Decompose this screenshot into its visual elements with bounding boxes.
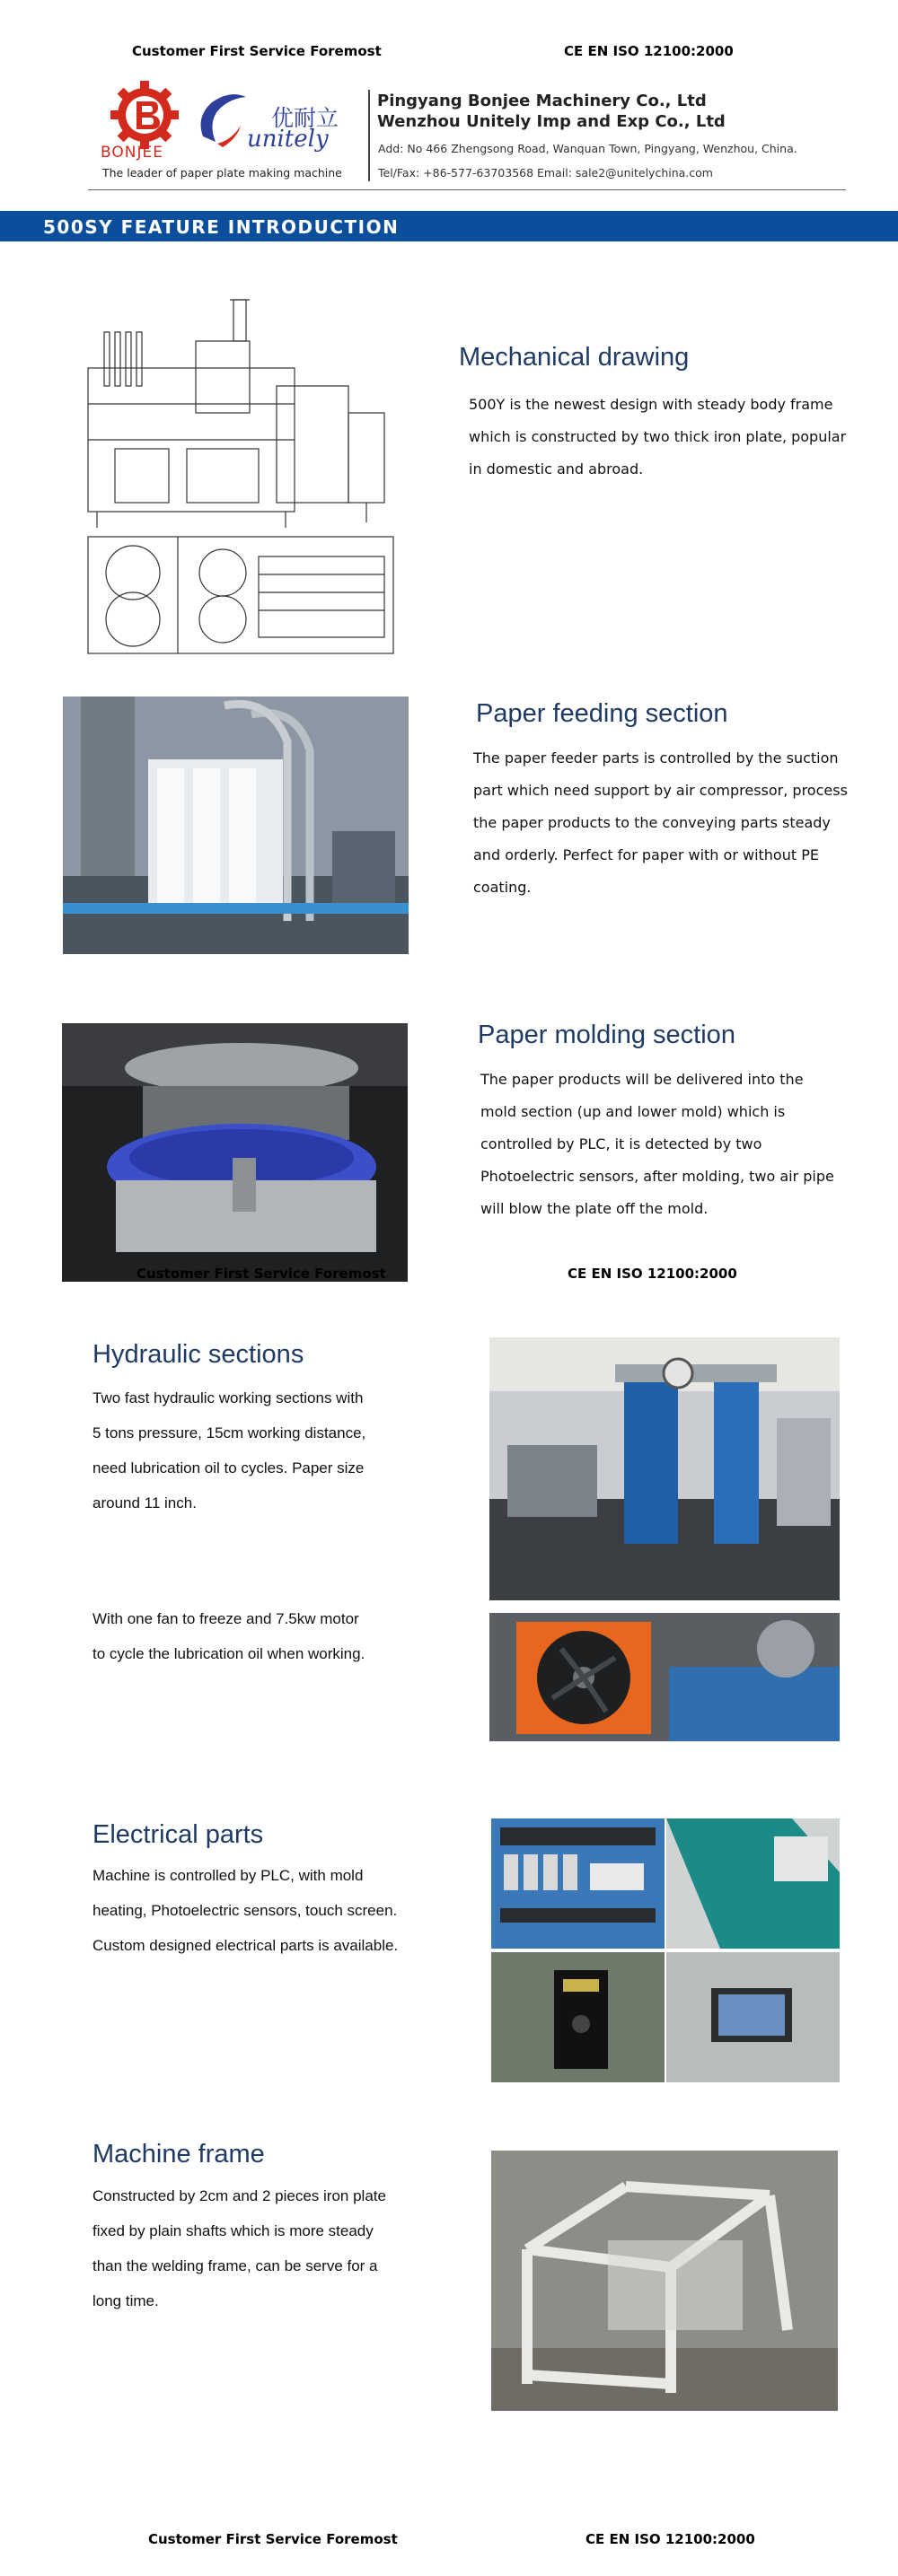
hydraulic-text-1 [92,1380,365,1520]
logo-divider [368,90,370,181]
company-contact: Tel/Fax: +86-577-63703568 Email: sale2@unitelychina.com [378,166,713,180]
electrical-photo-3 [491,1952,665,2082]
unitely-cn: 优耐立 [271,105,339,131]
molding-line: will blow the plate off the mold. [480,1200,709,1217]
header-cert: CE EN ISO 12100:2000 [564,43,734,59]
hydraulic-line: With one fan to freeze and 7.5kw motor [92,1610,359,1627]
hydraulic-line: Two fast hydraulic working sections with [92,1389,364,1406]
mechanical-line: in domestic and abroad. [469,460,644,478]
machine-frame-photo [491,2151,838,2411]
feature-banner [0,211,898,241]
banner-title: 500SY FEATURE INTRODUCTION [43,216,400,238]
molding-title: Paper molding section [478,1021,735,1049]
electrical-photo-1 [491,1818,665,1949]
electrical-photo-2 [666,1818,840,1949]
molding-text [480,1064,834,1225]
paper-molding-photo [62,1023,408,1282]
electrical-title: Electrical parts [92,1820,264,1849]
hydraulic-fan-photo [489,1613,840,1741]
company-address: Add: No 466 Zhengsong Road, Wanquan Town, Pingyang, Wenzhou, China. [378,142,797,155]
hydraulic-title: Hydraulic sections [92,1340,304,1369]
bonjee-logo-text: BONJEE [101,144,163,162]
mechanical-drawing-image [79,287,402,662]
company-name-2: Wenzhou Unitely Imp and Exp Co., Ltd [377,112,726,131]
frame-line: fixed by plain shafts which is more steady [92,2222,374,2239]
hydraulic-text-2 [92,1601,365,1671]
hydraulic-line: 5 tons pressure, 15cm working distance, [92,1424,366,1441]
molding-line: controlled by PLC, it is detected by two [480,1135,762,1152]
electrical-line: Custom designed electrical parts is available. [92,1937,399,1954]
paper-feeding-photo [63,697,409,954]
feeding-line: part which need support by air compressor, process [473,782,848,799]
mechanical-title: Mechanical drawing [459,343,690,372]
company-name-1: Pingyang Bonjee Machinery Co., Ltd [377,92,707,110]
header-rule [88,189,846,190]
frame-text [92,2178,386,2318]
feeding-line: and orderly. Perfect for paper with or without PE [473,846,819,863]
molding-line: The paper products will be delivered into the [480,1071,804,1088]
mechanical-line: which is constructed by two thick iron plate, popular [469,428,847,445]
hydraulic-photo [489,1337,840,1600]
feeding-line: The paper feeder parts is controlled by the suction [473,749,839,767]
mechanical-line: 500Y is the newest design with steady body frame [469,396,833,413]
hydraulic-line: around 11 inch. [92,1494,197,1511]
electrical-photo-4 [666,1952,840,2082]
electrical-line: heating, Photoelectric sensors, touch screen. [92,1902,398,1919]
unitely-en: unitely [247,126,329,153]
frame-line: Constructed by 2cm and 2 pieces iron plate [92,2187,386,2204]
electrical-line: Machine is controlled by PLC, with mold [92,1867,364,1884]
frame-line: long time. [92,2292,159,2309]
molding-line: Photoelectric sensors, after molding, two air pipe [480,1168,834,1185]
header-cert-2: CE EN ISO 12100:2000 [568,1266,737,1282]
mechanical-text [469,389,846,486]
header-cert-3: CE EN ISO 12100:2000 [585,2531,755,2547]
hydraulic-line: need lubrication oil to cycles. Paper size [92,1459,365,1476]
electrical-text [92,1858,398,1963]
logo-tagline: The leader of paper plate making machine [102,166,342,180]
feeding-line: the paper products to the conveying parts steady [473,814,831,831]
hydraulic-line: to cycle the lubrication oil when working. [92,1645,365,1662]
header-slogan-3: Customer First Service Foremost [148,2531,398,2547]
unitely-swoosh-icon [196,90,250,153]
feeding-title: Paper feeding section [476,699,728,728]
molding-line: mold section (up and lower mold) which is [480,1103,786,1120]
feeding-text [473,742,848,904]
frame-title: Machine frame [92,2140,265,2169]
frame-line: than the welding frame, can be serve for a [92,2257,378,2274]
feeding-line: coating. [473,879,532,896]
header-slogan: Customer First Service Foremost [132,43,382,59]
header-slogan-2: Customer First Service Foremost [136,1266,386,1282]
